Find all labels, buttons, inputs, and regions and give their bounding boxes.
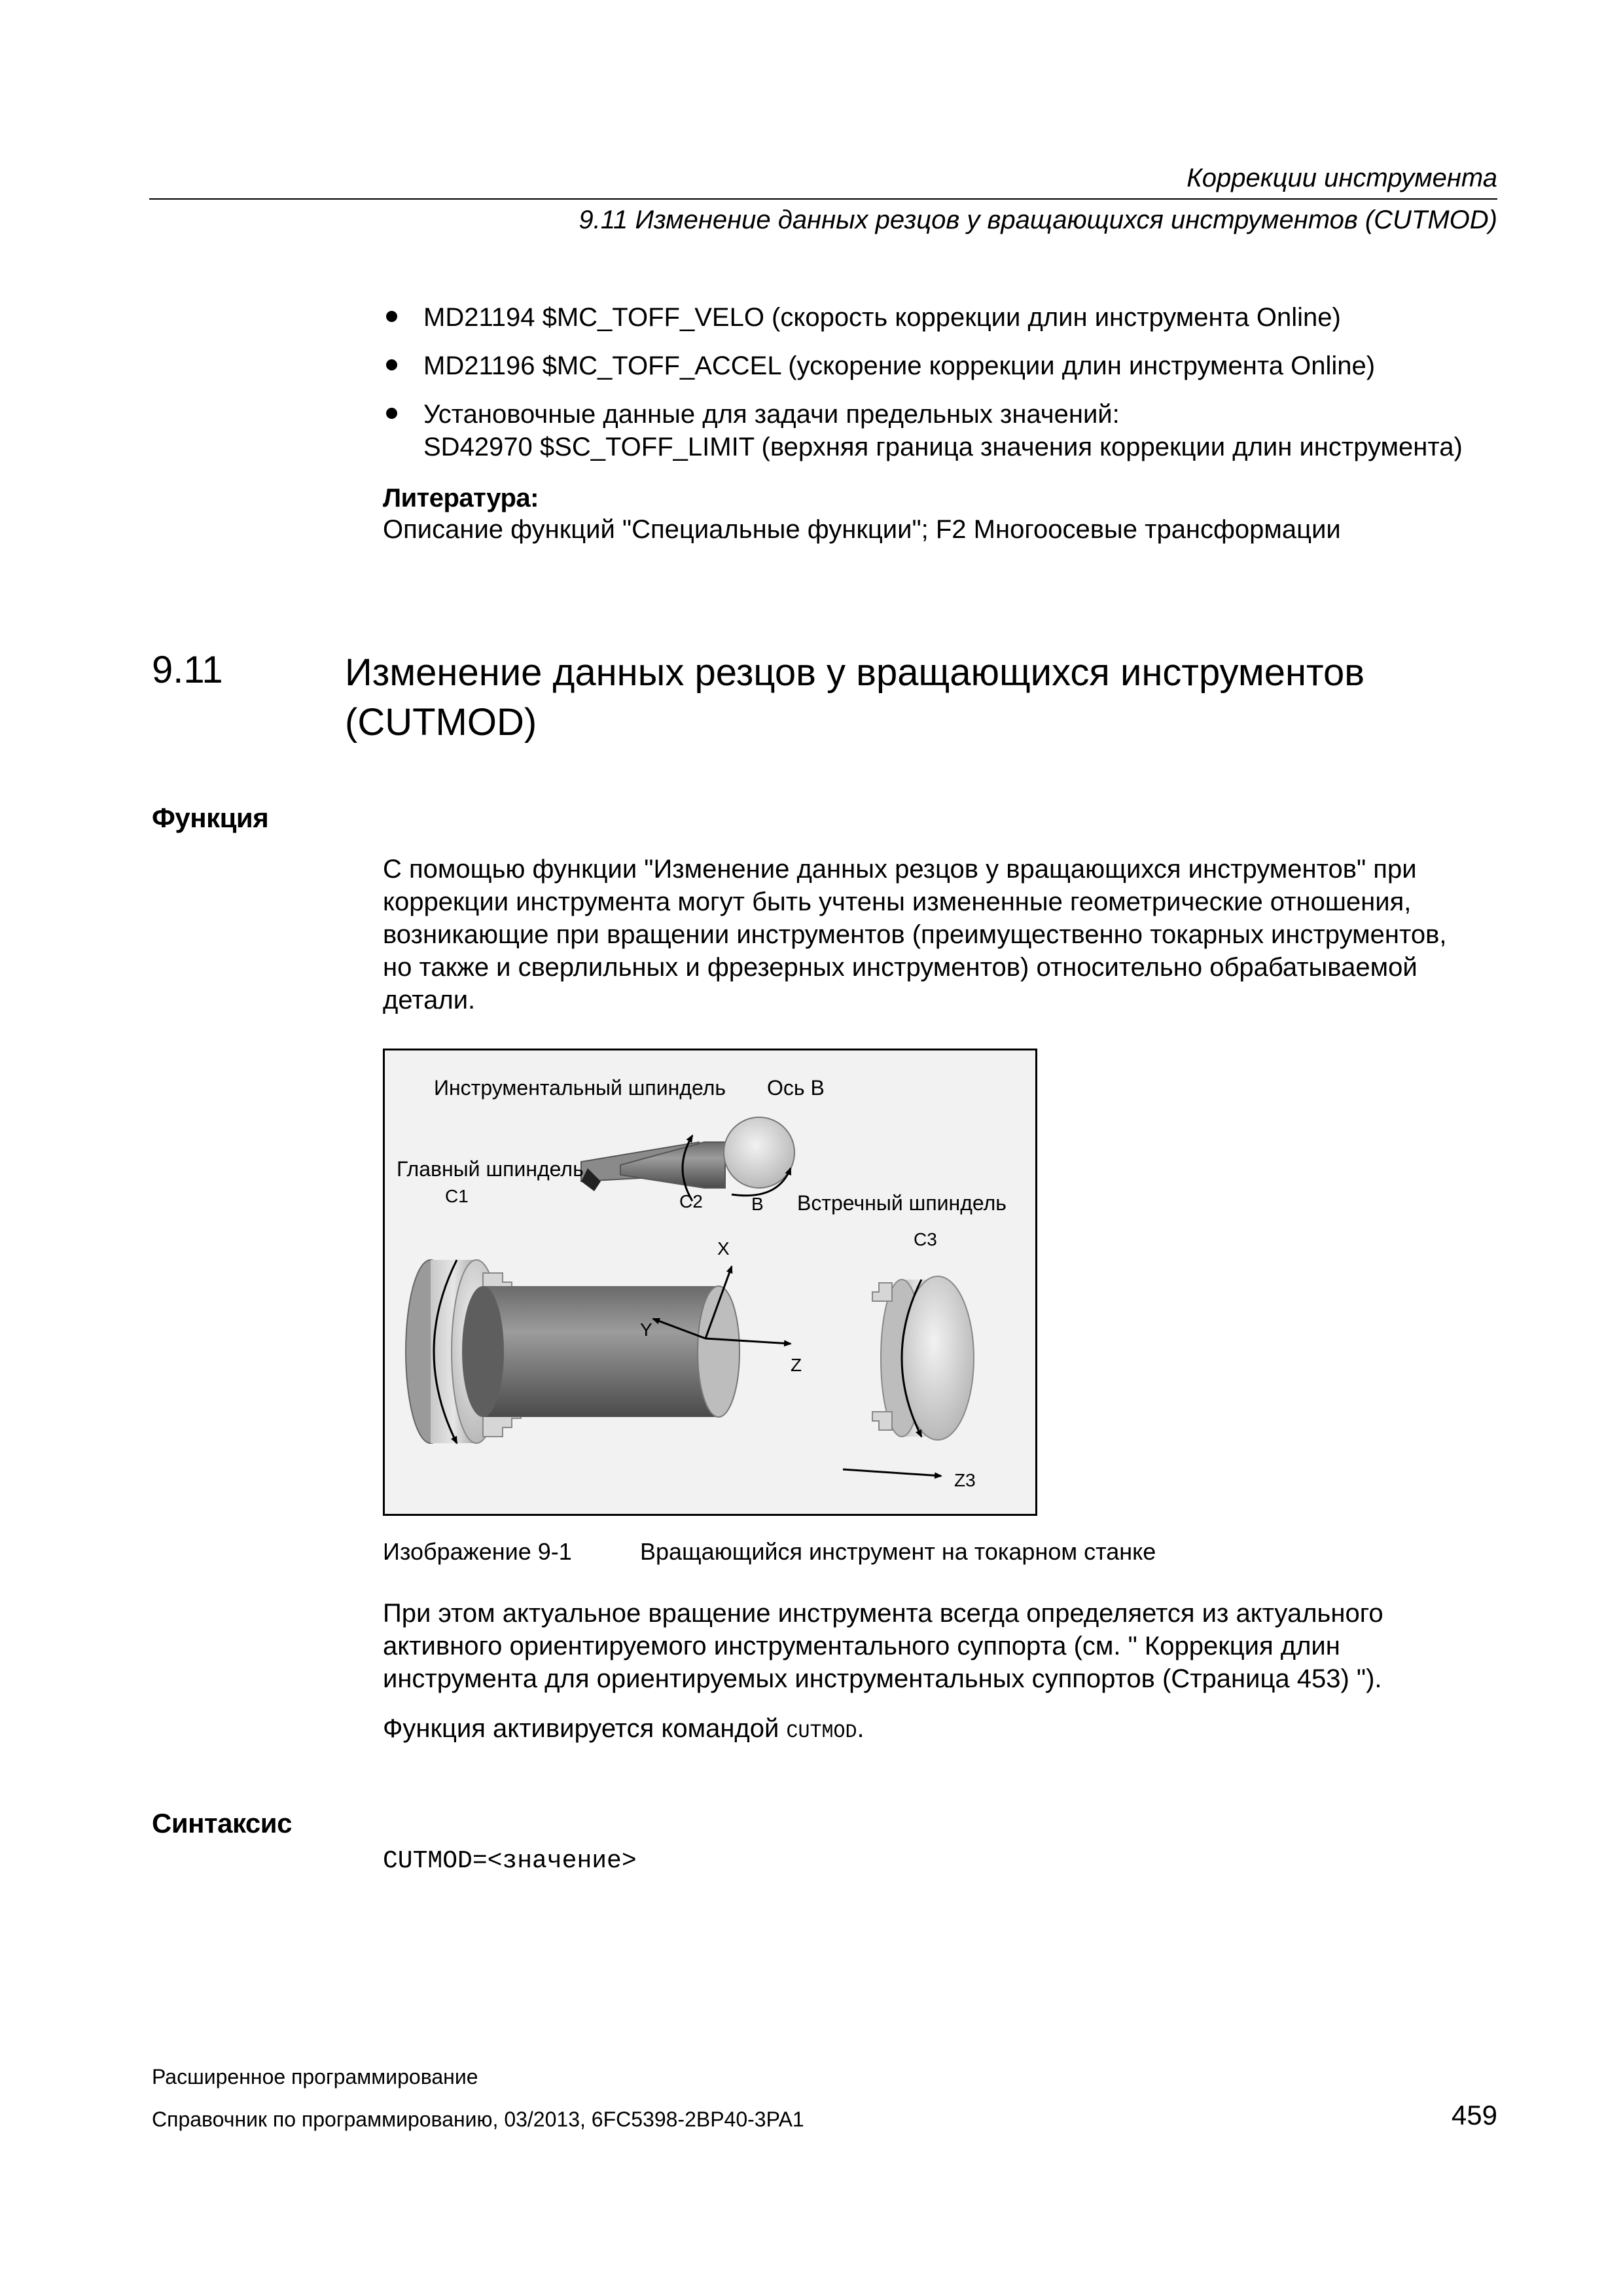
section-title-line1: Изменение данных резцов у вращающихся инструментов <box>345 651 1365 694</box>
label-main-spindle: Главный шпиндель <box>397 1157 584 1181</box>
tool-spindle <box>581 1117 794 1191</box>
label-counter-spindle: Встречный шпиндель <box>797 1191 1007 1215</box>
section-title-line2: (CUTMOD) <box>345 701 537 744</box>
lathe-figure <box>383 1049 1037 1516</box>
lathe-illustration <box>385 1050 1035 1514</box>
paragraph-line: активного ориентируемого инструментального суппорта (см. " Коррекция длин <box>383 1632 1340 1660</box>
activation-command: CUTMOD <box>786 1721 857 1744</box>
label-c3: C3 <box>914 1229 937 1249</box>
label-b: B <box>751 1194 764 1214</box>
bullet-icon <box>386 359 397 370</box>
paragraph-line: детали. <box>383 986 476 1014</box>
paragraph-line: коррекции инструмента могут быть учтены измененные геометрические отношения, <box>383 888 1412 916</box>
bullet-icon <box>386 311 397 322</box>
literature-text: Описание функций "Специальные функции"; F2 Многоосевые трансформации <box>383 515 1341 544</box>
label-y: Y <box>640 1319 652 1340</box>
label-b-axis: Ось B <box>767 1076 825 1100</box>
paragraph-line: возникающие при вращении инструментов (преимущественно токарных инструментов, <box>383 920 1447 949</box>
rotation-paragraph <box>383 1597 1383 1695</box>
activation-period: . <box>857 1714 865 1743</box>
footer-book-title: Расширенное программирование <box>152 2065 478 2089</box>
bullet-item: Установочные данные для задачи предельных значений: <box>423 400 1120 429</box>
running-header-section: 9.11 Изменение данных резцов у вращающихся инструментов (CUTMOD) <box>579 206 1497 234</box>
activation-sentence <box>383 1712 865 1749</box>
paragraph-line: При этом актуальное вращение инструмента всегда определяется из актуального <box>383 1599 1383 1628</box>
bullet-icon <box>386 408 397 419</box>
literature-label: Литература: <box>383 484 539 512</box>
section-number: 9.11 <box>152 649 223 691</box>
label-c2: C2 <box>679 1191 703 1211</box>
page-number: 459 <box>1451 2100 1497 2130</box>
syntax-code: CUTMOD=<значение> <box>383 1847 637 1875</box>
syntax-heading: Синтаксис <box>152 1808 292 1839</box>
bullet-item: MD21194 $MC_TOFF_VELO (скорость коррекции длин инструмента Online) <box>423 303 1341 332</box>
bullet-item-continuation: SD42970 $SC_TOFF_LIMIT (верхняя граница значения коррекции длин инструмента) <box>423 433 1463 461</box>
paragraph-line: но также и сверлильных и фрезерных инструментов) относительно обрабатываемой <box>383 953 1418 982</box>
activation-text: Функция активируется командой <box>383 1714 787 1743</box>
z3-axis-arrow <box>843 1469 941 1476</box>
figure-caption-number: Изображение 9-1 <box>383 1538 572 1565</box>
bullet-item: MD21196 $MC_TOFF_ACCEL (ускорение коррекции длин инструмента Online) <box>423 351 1376 380</box>
paragraph-line: С помощью функции "Изменение данных резцов у вращающихся инструментов" при <box>383 855 1417 884</box>
function-paragraph <box>383 853 1446 1016</box>
paragraph-line: инструмента для ориентируемых инструментальных суппортов (Страница 453) "). <box>383 1664 1382 1693</box>
counter-spindle-chuck <box>872 1276 974 1440</box>
label-c1: C1 <box>445 1186 469 1206</box>
label-z3: Z3 <box>954 1470 976 1490</box>
figure-caption-text: Вращающийся инструмент на токарном станке <box>640 1538 1156 1565</box>
running-header-chapter: Коррекции инструмента <box>1186 164 1497 192</box>
label-tool-spindle: Инструментальный шпиндель <box>434 1076 726 1100</box>
function-heading: Функция <box>152 802 269 833</box>
section-title <box>345 648 1364 747</box>
workpiece-cylinder <box>462 1286 740 1417</box>
label-z: Z <box>791 1355 802 1375</box>
header-rule <box>149 198 1497 200</box>
label-x: X <box>717 1238 730 1259</box>
footer-manual-ref: Справочник по программированию, 03/2013, 6FC5398-2BP40-3PA1 <box>152 2108 804 2131</box>
